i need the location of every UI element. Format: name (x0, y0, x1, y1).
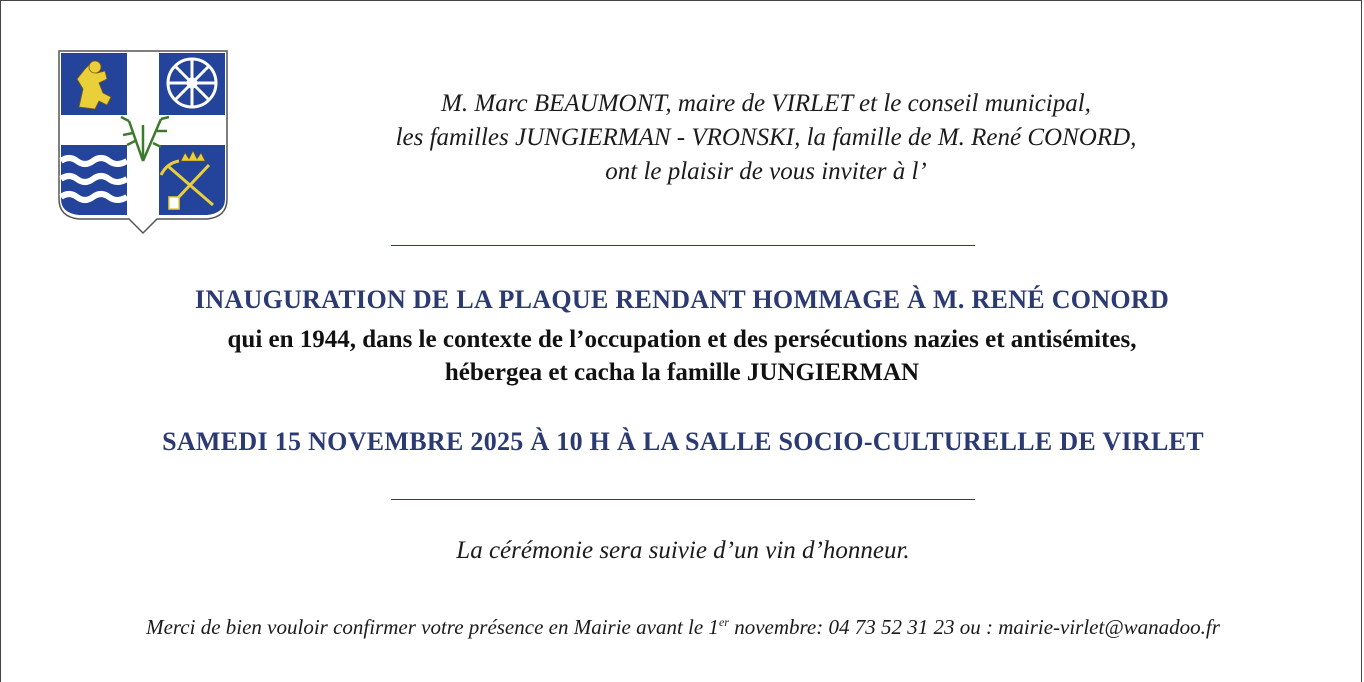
event-date: SAMEDI 15 NOVEMBRE 2025 À 10 H À LA SALLE SOCIO-CULTURELLE DE VIRLET (162, 427, 1204, 456)
wheel-icon (168, 59, 216, 107)
rsvp-text-before: Merci de bien vouloir confirmer votre présence en Mairie avant le 1 (146, 615, 719, 639)
intro-text (251, 87, 1281, 189)
intro-line-1: M. Marc BEAUMONT, maire de VIRLET et le conseil municipal, (441, 90, 1091, 117)
rsvp-superscript: er (718, 615, 729, 629)
rsvp-text-after: novembre: 04 73 52 31 23 ou : mairie-virlet@wanadoo.fr (728, 615, 1220, 639)
reception-note: La cérémonie sera suivie d’un vin d’honneur. (456, 537, 910, 564)
coat-of-arms-icon (57, 49, 229, 235)
event-title: INAUGURATION DE LA PLAQUE RENDANT HOMMAGE À M. RENÉ CONORD (194, 285, 1170, 314)
event-description (1, 323, 1363, 389)
event-description-line-1: qui en 1944, dans le contexte de l’occupation et des persécutions nazies et antisémites, (227, 326, 1137, 353)
event-description-line-2: hébergea et cacha la famille JUNGIERMAN (444, 359, 920, 386)
divider-top (391, 245, 975, 246)
divider-bottom (391, 499, 975, 500)
intro-line-2: les familles JUNGIERMAN - VRONSKI, la famille de M. René CONORD, (395, 124, 1137, 151)
intro-line-3: ont le plaisir de vous inviter à l’ (605, 158, 927, 185)
rsvp-line (1, 615, 1364, 640)
